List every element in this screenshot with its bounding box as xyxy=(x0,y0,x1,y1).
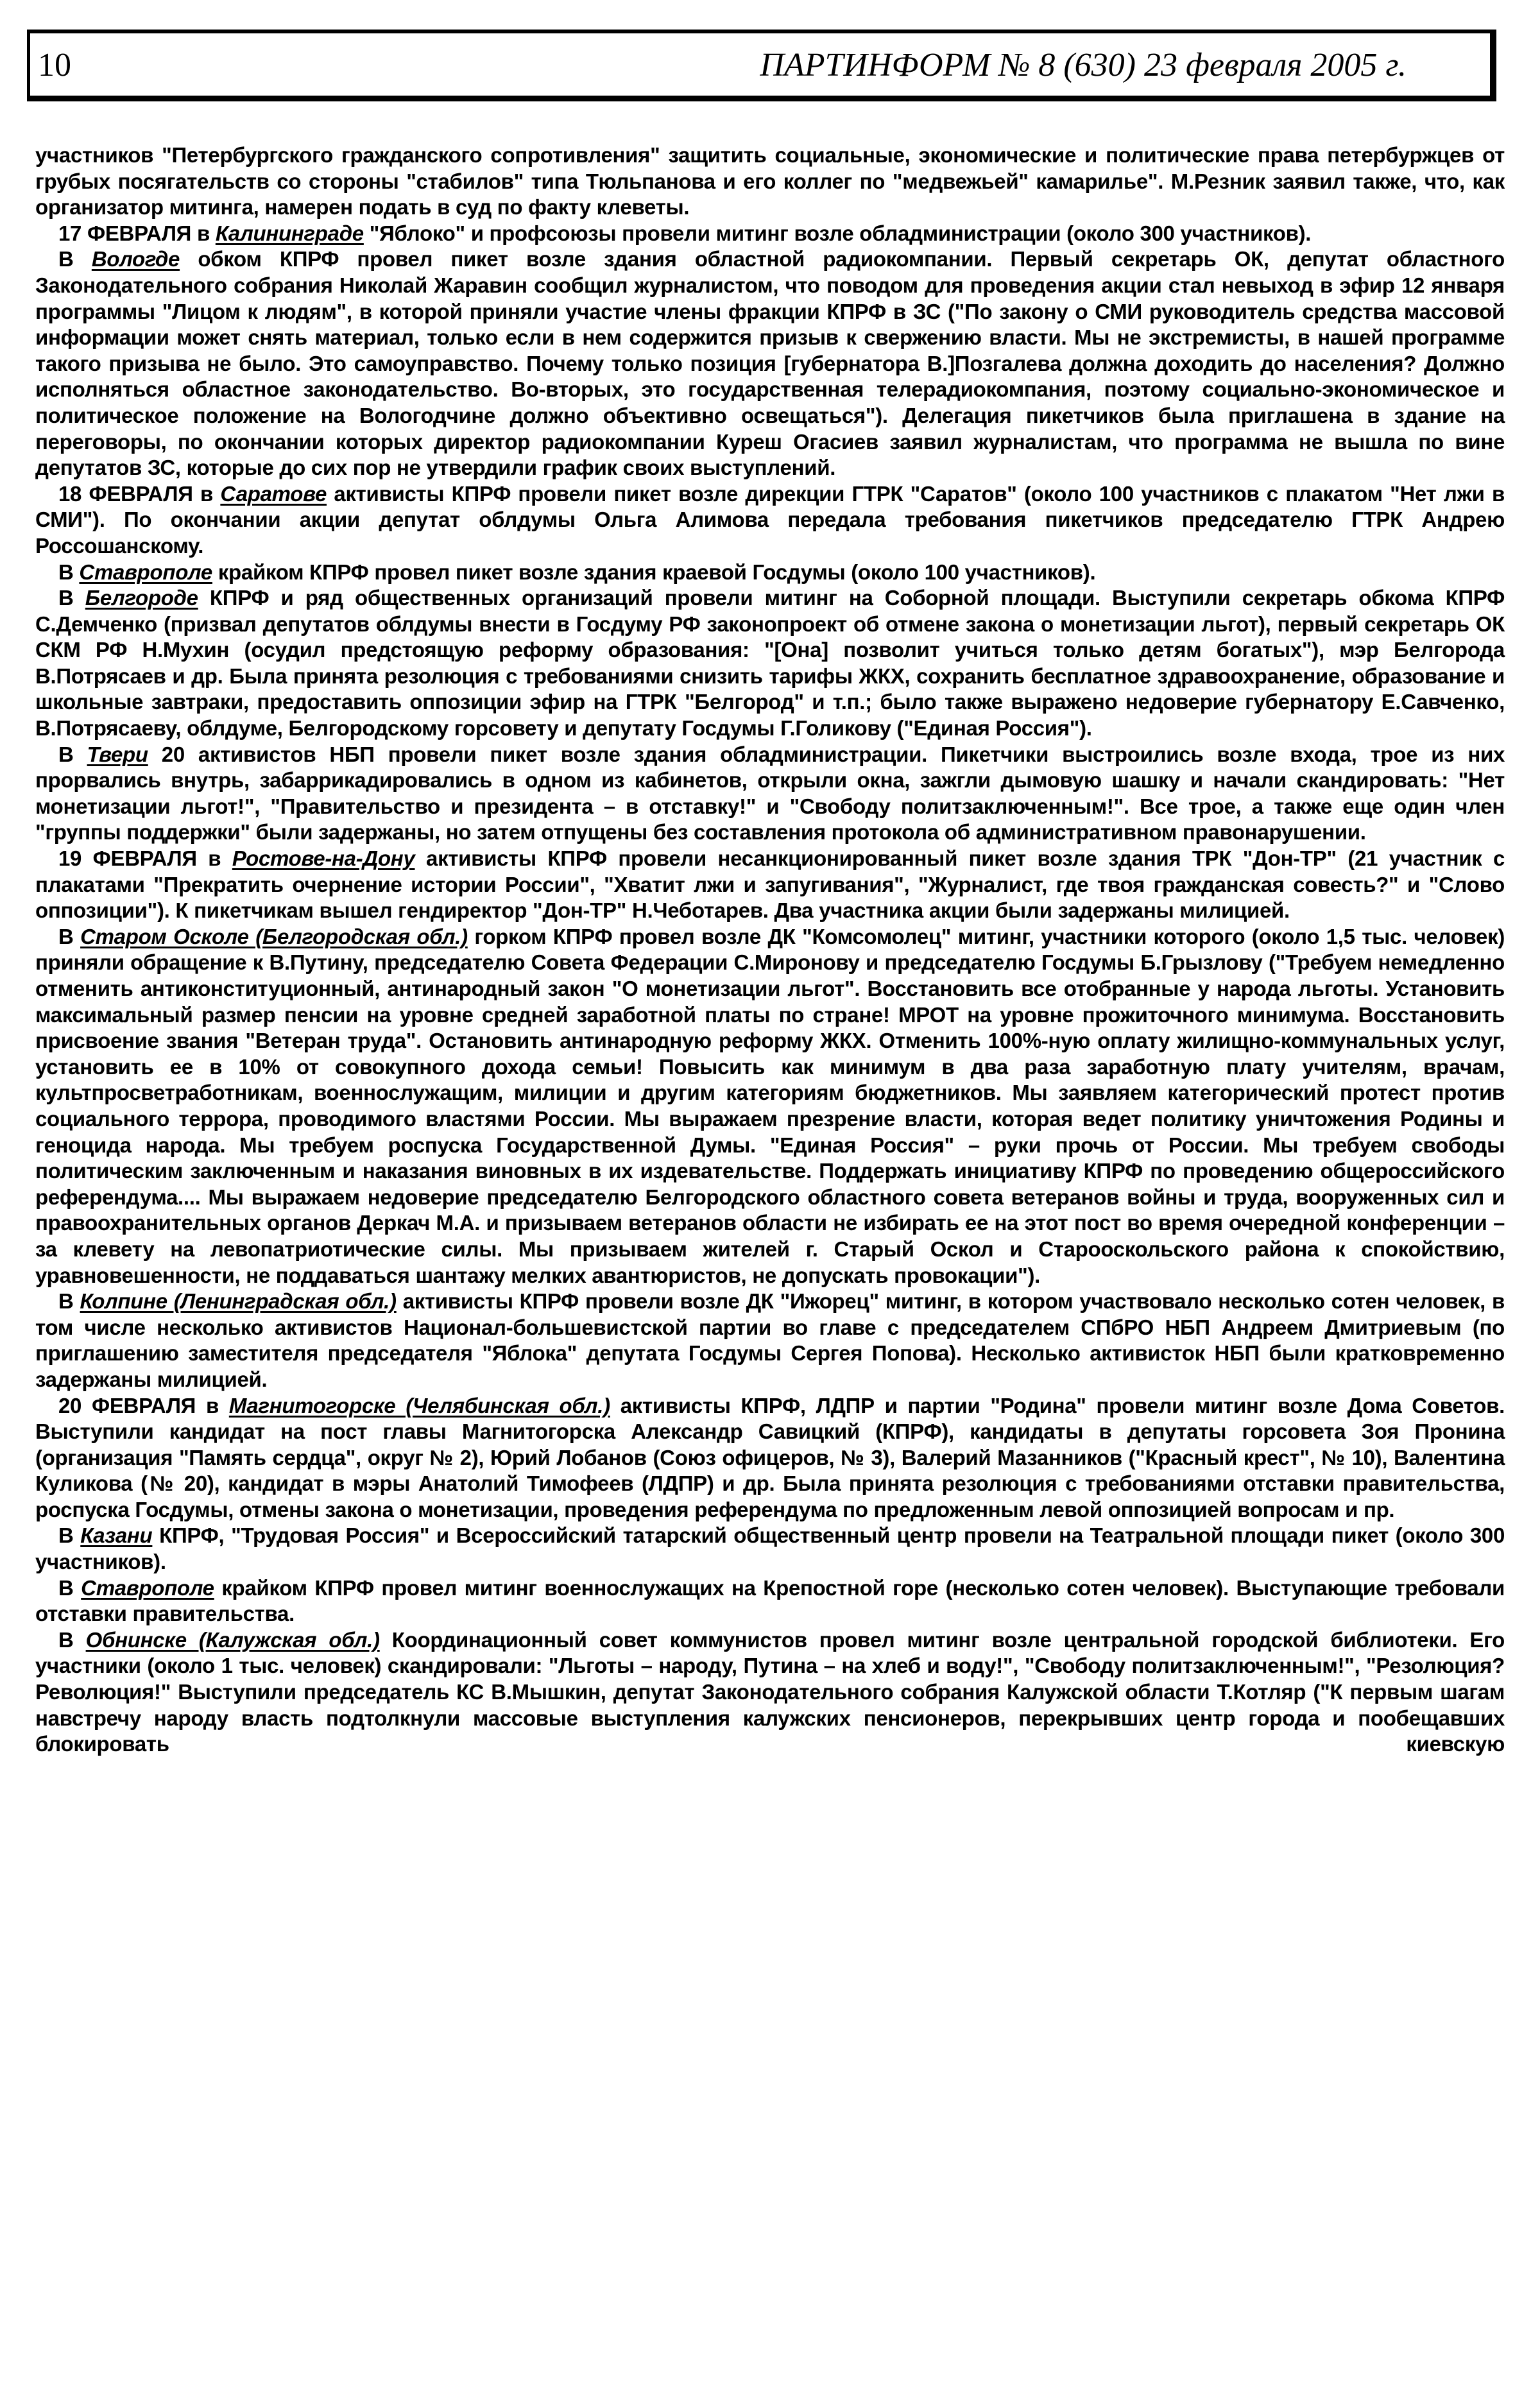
place-name: Казани xyxy=(80,1523,153,1548)
paragraph-text: активисты КПРФ провели возле ДК "Ижорец" митинг, в котором участвовало несколько сотен человек, в том числе несколько активистов Национал-большевистской партии во главе с председателем СПбРО НБП Андреем Дмитриевым (по приглашению заместителя председателя "Яблока" депутата Госдумы Сергея Попова). Несколько активисток НБП были кратковременно задержаны милицией. xyxy=(35,1289,1505,1391)
place-name: Твери xyxy=(87,742,148,766)
news-paragraph xyxy=(35,1393,1505,1523)
page-number: 10 xyxy=(38,47,71,83)
paragraph-text: участников "Петербургского гражданского сопротивления" защитить социальные, экономические и политические права петербуржцев от грубых посягательств со стороны "стабилов" типа Тюльпанова и его коллег по "медвежьей" камарилье". М.Резник заявил также, что, как организатор митинга, намерен подать в суд по факту клеветы. xyxy=(35,143,1505,219)
paragraph-text: В xyxy=(58,1523,81,1548)
news-paragraph xyxy=(35,481,1505,560)
place-name: Колпине (Ленинградская обл.) xyxy=(80,1289,397,1314)
news-paragraph xyxy=(35,1627,1505,1758)
paragraph-text: 20 активистов НБП провели пикет возле здания обладминистрации. Пикетчики выстроились возле входа, трое из них прорвались внутрь, забаррикадировались в одном из кабинетов, открыли окна, зажгли дымовую шашку и начали скандировать: "Нет монетизации льгот!", "Правительство и президента – в отставку!" и "Свободу политзаключенным!". Все трое, а также еще один член "группы поддержки" были задержаны, но затем отпущены без составления протокола об административном правонарушении. xyxy=(35,742,1505,844)
paragraph-text: В xyxy=(58,924,81,948)
news-paragraph xyxy=(35,1523,1505,1575)
paragraph-text: активисты КПРФ, ЛДПР и партии "Родина" провели митинг возле Дома Советов. Выступили кандидат на пост главы Магнитогорска Александр Савицкий (КПРФ), кандидаты в депутаты горсовета Зоя Пронина (организация "Память сердца", округ № 2), Юрий Лобанов (Союз офицеров, № 3), Валерий Мазанников ("Красный крест", № 10), Валентина Куликова (№ 20), кандидат в мэры Анатолий Тимофеев (ЛДПР) и др. Была принята резолюция с требованиями отставки правительства, роспуска Госдумы, отмены закона о монетизации, проведения референдума по предложенным левой оппозицией вопросам и пр. xyxy=(35,1393,1505,1521)
news-paragraph xyxy=(35,846,1505,924)
paragraph-text: активисты КПРФ провели пикет возле дирекции ГТРК "Саратов" (около 100 участников с плакатом "Нет лжи в СМИ"). По окончании акции депутат облдумы Ольга Алимова передала требования пикетчиков председателю ГТРК Андрею Россошанскому. xyxy=(35,481,1505,558)
paragraph-text: КПРФ и ряд общественных организаций провели митинг на Соборной площади. Выступили секретарь обкома КПРФ С.Демченко (призвал депутатов облдумы внести в Госдуму РФ законопроект об отмене закона о монетизации льгот), первый секретарь ОК СКМ РФ Н.Мухин (осудил предстоящую реформу образования: "[Она] позволит учиться только детям богатых"), мэр Белгорода В.Потрясаев и др. Была принята резолюция с требованиями снизить тарифы ЖКХ, сохранить бесплатное здравоохранение, образование и школьные завтраки, предоставить оппозиции эфир на ГТРК "Белгород" и т.п.; было также выражено недоверие губернатору Е.Савченко, В.Потрясаеву, облдуме, Белгородскому горсовету и депутату Госдумы Г.Голикову ("Единая Россия"). xyxy=(35,586,1505,741)
place-name: Саратове xyxy=(220,481,327,506)
news-paragraph xyxy=(35,1289,1505,1392)
news-paragraph xyxy=(35,1575,1505,1627)
paragraph-text: горком КПРФ провел возле ДК "Комсомолец" митинг, участники которого (около 1,5 тыс. человек) приняли обращение к В.Путину, председателю Совета Федерации С.Миронову и председателю Госдумы Б.Грызлову ("Требуем немедленно отменить антиконституционный, антинародный закон "О монетизации льгот". Восстановить все отобранные у народа льготы. Установить максимальный размер пенсии на уровне средней заработной платы по стране! МРОТ на уровне прожиточного минимума. Восстановить присвоение звания "Ветеран труда". Остановить антинародную реформу ЖКХ. Отменить 100%-ную оплату жилищно-коммунальных услуг, установить ее в 10% от совокупного дохода семьи! Повысить как минимум в два раза заработную плату учителям, врачам, культпросветработникам, военнослужащим, милиции и другим категориям бюджетников. Мы заявляем категорический протест против социального террора, проводимого властями России. Мы выражаем презрение власти, которая ведет политику уничтожения Родины и геноцида народа. Мы требуем роспуска Государственной Думы. "Единая Россия" – руки прочь от России. Мы требуем свободы политическим заключенным и наказания виновных в их издевательстве. Поддержать инициативу КПРФ по проведению общероссийского референдума.... Мы выражаем недоверие председателю Белгородского областного совета ветеранов войны и труда, вооруженных сил и правоохранительных органов Деркач М.А. и призываем ветеранов области не избирать ее на этот пост во время очередной конференции – за клевету на левопатриотические силы. Мы призываем жителей г. Старый Оскол и Старооскольского района к спокойствию, уравновешенности, не поддаваться шантажу мелких авантюристов, не допускать провокации"). xyxy=(35,924,1505,1287)
paragraph-text: 18 ФЕВРАЛЯ в xyxy=(58,481,221,506)
paragraph-text: "Яблоко" и профсоюзы провели митинг возле обладминистрации (около 300 участников). xyxy=(363,221,1312,245)
news-paragraph xyxy=(35,585,1505,742)
place-name: Ставрополе xyxy=(81,1575,214,1600)
paragraph-text: В xyxy=(58,247,92,271)
page-header xyxy=(27,30,1496,101)
publication-title: ПАРТИНФОРМ № 8 (630) 23 февраля 2005 г. xyxy=(760,47,1407,83)
paragraph-text: В xyxy=(58,1627,86,1652)
paragraph-text: 19 ФЕВРАЛЯ в xyxy=(58,846,232,871)
paragraph-text: В xyxy=(58,1289,80,1314)
paragraph-text: 17 ФЕВРАЛЯ в xyxy=(58,221,216,245)
paragraph-text: 20 ФЕВРАЛЯ в xyxy=(58,1393,229,1418)
place-name: Обнинске (Калужская обл.) xyxy=(85,1627,380,1652)
paragraph-text: КПРФ, "Трудовая Россия" и Всероссийский татарский общественный центр провели на Театральной площади пикет (около 300 участников). xyxy=(35,1523,1505,1574)
paragraph-text: обком КПРФ провел пикет возле здания областной радиокомпании. Первый секретарь ОК, депутат областного Законодательного собрания Николай Жаравин сообщил журналистом, что поводом для проведения акции стал невыход в эфир 12 января программы "Лицом к людям", в которой приняли участие члены фракции КПРФ в ЗС ("По закону о СМИ руководитель средства массовой информации может снять материал, только если в нем содержится призыв к свержению власти. Мы не экстремисты, в нашей программе такого призыва не было. Это самоуправство. Почему только позиция [губернатора В.]Позгалева должна доходить до населения? Должно исполняться областное законодательство. Во-вторых, это государственная телерадиокомпания, поэтому социально-экономическое и политическое положение на Вологодчине должно объективно освещаться"). Делегация пикетчиков была приглашена в здание на переговоры, по окончании которых директор радиокомпании Куреш Огасиев заявил журналистам, что программа не вышла по вине депутатов ЗС, которые до сих пор не утвердили график своих выступлений. xyxy=(35,247,1505,480)
paragraph-text: В xyxy=(58,586,85,610)
paragraph-text: крайком КПРФ провел митинг военнослужащих на Крепостной горе (несколько сотен человек). Выступающие требовали отставки правительства. xyxy=(35,1575,1505,1626)
place-name: Старом Осколе (Белгородская обл.) xyxy=(80,924,468,948)
news-paragraph xyxy=(35,142,1505,221)
place-name: Магнитогорске (Челябинская обл.) xyxy=(228,1393,610,1418)
place-name: Ростове-на-Дону xyxy=(232,846,415,871)
news-paragraph xyxy=(35,924,1505,1289)
paragraph-text: крайком КПРФ провел пикет возле здания краевой Госдумы (около 100 участников). xyxy=(212,560,1096,584)
news-paragraph xyxy=(35,246,1505,481)
article-body xyxy=(35,142,1505,1758)
paragraph-text: В xyxy=(58,742,87,766)
paragraph-text: Координационный совет коммунистов провел митинг возле центральной городской библиотеки. Его участники (около 1 тыс. человек) скандировали: "Льготы – народу, Путина – на хлеб и воду!", "Свободу политзаключенным!", "Резолюция? Революция!" Выступили председатель КС В.Мышкин, депутат Законодательного собрания Калужской области Т.Котляр ("К первым шагам навстречу народу власть подтолкнули массовые выступления калужских пенсионеров, перекрывших центр города и пообещавших блокировать киевскую xyxy=(35,1627,1505,1756)
place-name: Ставрополе xyxy=(79,560,212,584)
news-paragraph xyxy=(35,742,1505,846)
paragraph-text: активисты КПРФ провели несанкционированный пикет возле здания ТРК "Дон-ТР" (21 участник с плакатами "Прекратить очернение истории России", "Хватит лжи и запугивания", "Журналист, где твоя гражданская совесть?" и "Слово оппозиции"). К пикетчикам вышел гендиректор "Дон-ТР" Н.Чеботарев. Два участника акции были задержаны милицией. xyxy=(35,846,1505,923)
place-name: Калининграде xyxy=(215,221,364,245)
news-paragraph xyxy=(35,560,1505,586)
place-name: Вологде xyxy=(91,247,180,271)
place-name: Белгороде xyxy=(85,586,198,610)
news-paragraph xyxy=(35,221,1505,247)
paragraph-text: В xyxy=(58,560,80,584)
paragraph-text: В xyxy=(58,1575,81,1600)
